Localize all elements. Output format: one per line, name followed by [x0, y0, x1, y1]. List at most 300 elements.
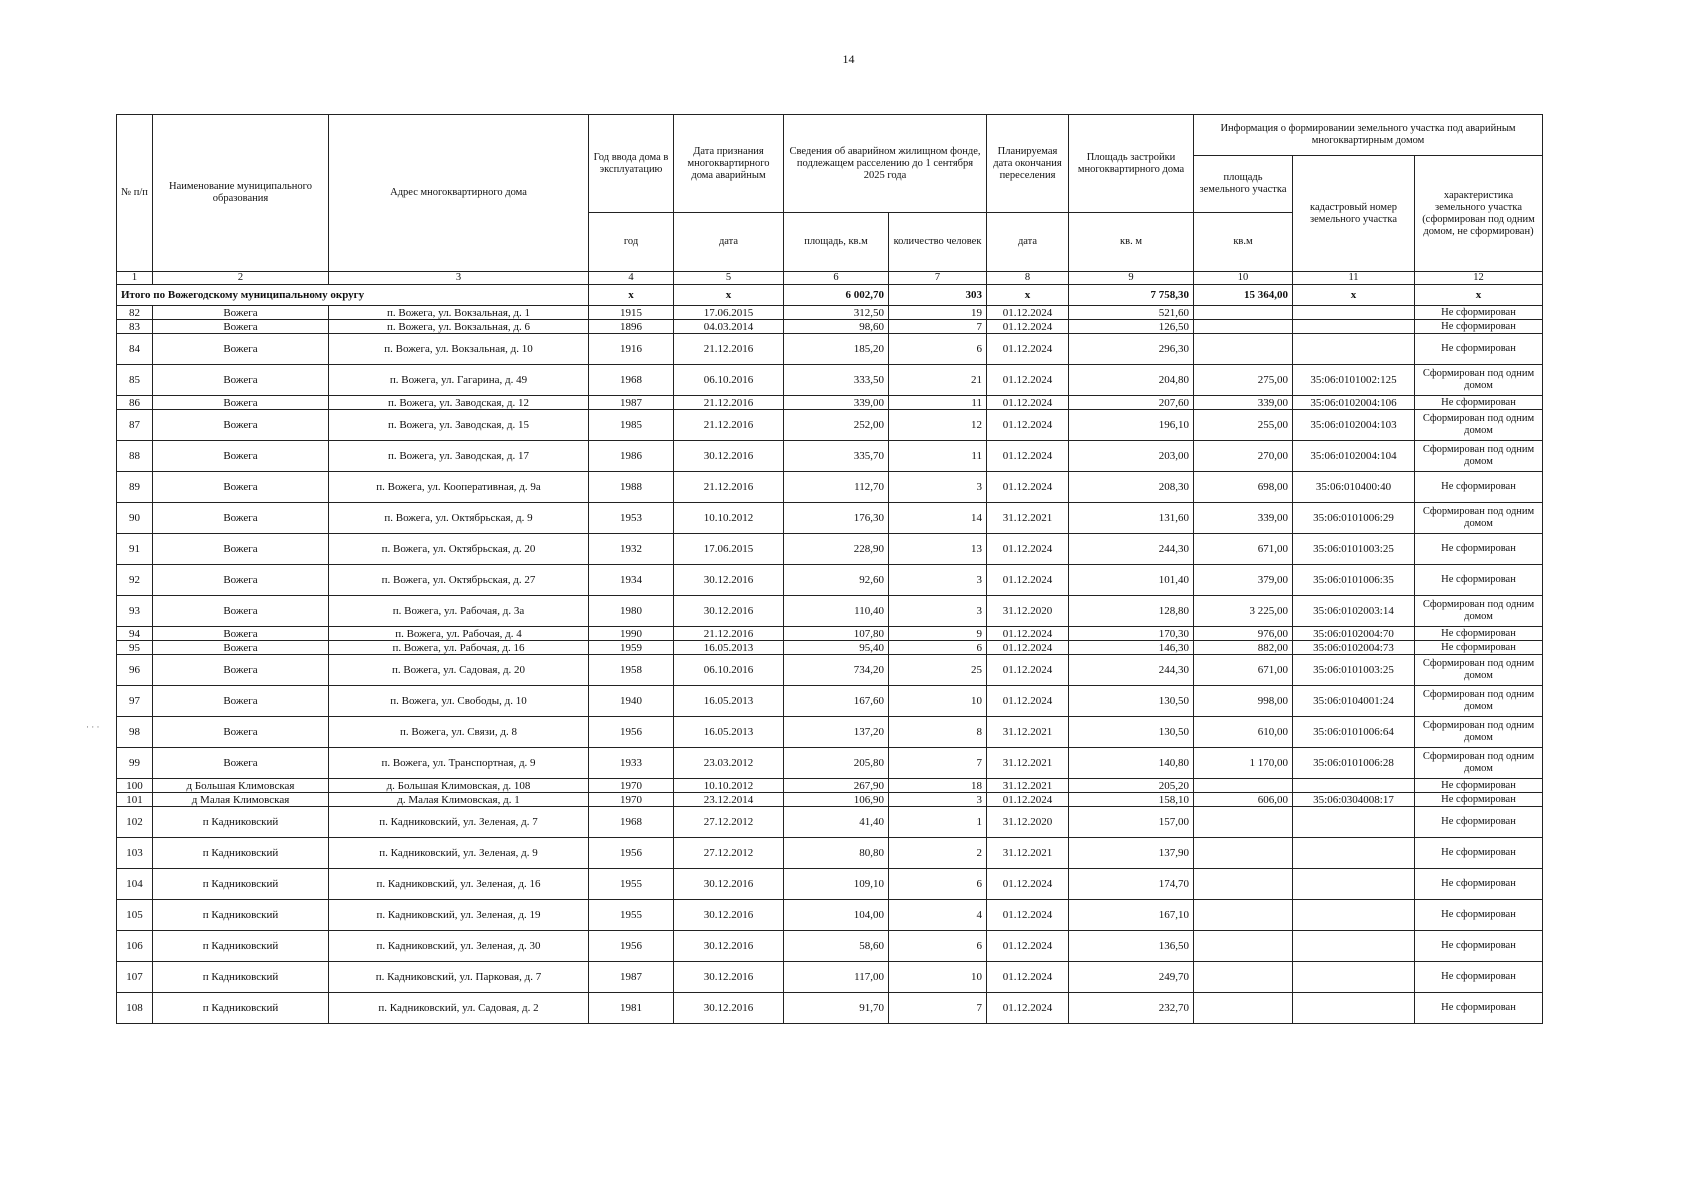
address: п. Вожега, ул. Транспортная, д. 9: [329, 748, 589, 779]
year-built: 1933: [589, 748, 674, 779]
municipality: Вожега: [153, 534, 329, 565]
total-people: 303: [889, 285, 987, 306]
year-built: 1987: [589, 396, 674, 410]
emergency-date: 21.12.2016: [674, 334, 784, 365]
row-number: 83: [117, 320, 153, 334]
emergency-date: 10.10.2012: [674, 779, 784, 793]
year-built: 1987: [589, 962, 674, 993]
resettle-people: 18: [889, 779, 987, 793]
building-area: 170,30: [1069, 627, 1194, 641]
year-built: 1988: [589, 472, 674, 503]
row-number: 106: [117, 931, 153, 962]
cadastral-number: [1293, 962, 1415, 993]
row-number: 102: [117, 807, 153, 838]
emergency-date: 23.12.2014: [674, 793, 784, 807]
municipality: Вожега: [153, 565, 329, 596]
address: п. Вожега, ул. Заводская, д. 15: [329, 410, 589, 441]
header-col-8: Планируемая дата окончания переселения: [987, 115, 1069, 213]
municipality: Вожега: [153, 686, 329, 717]
total-area: 6 002,70: [784, 285, 889, 306]
year-built: 1915: [589, 306, 674, 320]
land-area: 270,00: [1194, 441, 1293, 472]
municipality: Вожега: [153, 717, 329, 748]
land-area: 379,00: [1194, 565, 1293, 596]
building-area: 208,30: [1069, 472, 1194, 503]
address: п. Вожега, ул. Рабочая, д. 4: [329, 627, 589, 641]
table-row: [117, 306, 1543, 320]
address: п. Кадниковский, ул. Зеленая, д. 9: [329, 838, 589, 869]
planned-end-date: 01.12.2024: [987, 472, 1069, 503]
emergency-date: 21.12.2016: [674, 396, 784, 410]
emergency-date: 30.12.2016: [674, 931, 784, 962]
cadastral-number: 35:06:0101006:29: [1293, 503, 1415, 534]
land-status: Сформирован под одним домом: [1415, 410, 1543, 441]
header-col-9: Площадь застройки многоквартирного дома: [1069, 115, 1194, 213]
table-row: [117, 748, 1543, 779]
resettle-people: 6: [889, 869, 987, 900]
cadastral-number: 35:06:010400:40: [1293, 472, 1415, 503]
emergency-date: 21.12.2016: [674, 472, 784, 503]
cadastral-number: 35:06:0102004:103: [1293, 410, 1415, 441]
header-col-4-unit: год: [589, 213, 674, 272]
land-area: 671,00: [1194, 534, 1293, 565]
resettle-people: 1: [889, 807, 987, 838]
resettle-area: 252,00: [784, 410, 889, 441]
municipality: п Кадниковский: [153, 838, 329, 869]
row-number: 108: [117, 993, 153, 1024]
header-col-10: площадь земельного участка: [1194, 156, 1293, 213]
municipality: п Кадниковский: [153, 962, 329, 993]
total-label: Итого по Вожегодскому муниципальному округу: [117, 285, 589, 306]
resettle-area: 167,60: [784, 686, 889, 717]
table-row: [117, 807, 1543, 838]
emergency-date: 16.05.2013: [674, 717, 784, 748]
address: п. Кадниковский, ул. Зеленая, д. 7: [329, 807, 589, 838]
building-area: 157,00: [1069, 807, 1194, 838]
cadastral-number: [1293, 779, 1415, 793]
year-built: 1959: [589, 641, 674, 655]
land-area: 610,00: [1194, 717, 1293, 748]
address: п. Вожега, ул. Октябрьская, д. 9: [329, 503, 589, 534]
cadastral-number: 35:06:0104001:24: [1293, 686, 1415, 717]
year-built: 1958: [589, 655, 674, 686]
header-col-5: Дата признания многоквартирного дома аварийным: [674, 115, 784, 213]
address: п. Вожега, ул. Октябрьская, д. 20: [329, 534, 589, 565]
resettle-people: 7: [889, 748, 987, 779]
resettle-area: 339,00: [784, 396, 889, 410]
address: д. Малая Климовская, д. 1: [329, 793, 589, 807]
emergency-date: 06.10.2016: [674, 365, 784, 396]
year-built: 1955: [589, 900, 674, 931]
emergency-date: 30.12.2016: [674, 900, 784, 931]
planned-end-date: 31.12.2021: [987, 717, 1069, 748]
table-row: [117, 869, 1543, 900]
resettle-area: 92,60: [784, 565, 889, 596]
land-area: [1194, 306, 1293, 320]
planned-end-date: 31.12.2021: [987, 503, 1069, 534]
land-status: Не сформирован: [1415, 869, 1543, 900]
building-area: 249,70: [1069, 962, 1194, 993]
total-date: x: [674, 285, 784, 306]
address: п. Вожега, ул. Гагарина, д. 49: [329, 365, 589, 396]
header-group-6-7: Сведения об аварийном жилищном фонде, подлежащем расселению до 1 сентября 2025 года: [784, 115, 987, 213]
municipality: Вожега: [153, 627, 329, 641]
table-row: [117, 993, 1543, 1024]
header-col-9-unit: кв. м: [1069, 213, 1194, 272]
address: п. Вожега, ул. Кооперативная, д. 9а: [329, 472, 589, 503]
land-status: Сформирован под одним домом: [1415, 748, 1543, 779]
land-area: 3 225,00: [1194, 596, 1293, 627]
building-area: 167,10: [1069, 900, 1194, 931]
planned-end-date: 01.12.2024: [987, 962, 1069, 993]
column-number: 9: [1069, 272, 1194, 285]
cadastral-number: [1293, 334, 1415, 365]
header-col-11: кадастровый номер земельного участка: [1293, 156, 1415, 272]
column-number-row: [117, 272, 1543, 285]
municipality: п Кадниковский: [153, 900, 329, 931]
cadastral-number: [1293, 807, 1415, 838]
resettle-people: 3: [889, 793, 987, 807]
header-col-5-unit: дата: [674, 213, 784, 272]
resettle-area: 106,90: [784, 793, 889, 807]
land-area: 255,00: [1194, 410, 1293, 441]
resettle-area: 205,80: [784, 748, 889, 779]
resettle-people: 2: [889, 838, 987, 869]
municipality: Вожега: [153, 596, 329, 627]
planned-end-date: 01.12.2024: [987, 441, 1069, 472]
table-row: [117, 627, 1543, 641]
year-built: 1970: [589, 793, 674, 807]
address: п. Кадниковский, ул. Садовая, д. 2: [329, 993, 589, 1024]
land-status: Сформирован под одним домом: [1415, 655, 1543, 686]
resettle-people: 13: [889, 534, 987, 565]
column-number: 8: [987, 272, 1069, 285]
land-area: [1194, 962, 1293, 993]
resettle-people: 14: [889, 503, 987, 534]
land-area: 698,00: [1194, 472, 1293, 503]
land-status: Не сформирован: [1415, 993, 1543, 1024]
planned-end-date: 01.12.2024: [987, 410, 1069, 441]
year-built: 1955: [589, 869, 674, 900]
year-built: 1981: [589, 993, 674, 1024]
table-row: [117, 900, 1543, 931]
cadastral-number: 35:06:0102004:70: [1293, 627, 1415, 641]
municipality: п Кадниковский: [153, 993, 329, 1024]
resettle-people: 25: [889, 655, 987, 686]
planned-end-date: 31.12.2021: [987, 838, 1069, 869]
building-area: 131,60: [1069, 503, 1194, 534]
table-row: [117, 565, 1543, 596]
resettle-people: 3: [889, 565, 987, 596]
emergency-date: 16.05.2013: [674, 641, 784, 655]
column-number: 1: [117, 272, 153, 285]
total-status: x: [1415, 285, 1543, 306]
land-status: Сформирован под одним домом: [1415, 596, 1543, 627]
row-number: 105: [117, 900, 153, 931]
cadastral-number: [1293, 838, 1415, 869]
year-built: 1940: [589, 686, 674, 717]
land-area: [1194, 779, 1293, 793]
land-status: Не сформирован: [1415, 334, 1543, 365]
planned-end-date: 01.12.2024: [987, 396, 1069, 410]
resettle-area: 98,60: [784, 320, 889, 334]
table-row: [117, 793, 1543, 807]
resettle-area: 41,40: [784, 807, 889, 838]
building-area: 232,70: [1069, 993, 1194, 1024]
header-col-4: Год ввода дома в эксплуатацию: [589, 115, 674, 213]
emergency-date: 27.12.2012: [674, 807, 784, 838]
row-number: 91: [117, 534, 153, 565]
resettle-people: 9: [889, 627, 987, 641]
cadastral-number: 35:06:0304008:17: [1293, 793, 1415, 807]
land-status: Не сформирован: [1415, 779, 1543, 793]
row-number: 87: [117, 410, 153, 441]
municipality: п Кадниковский: [153, 807, 329, 838]
land-status: Сформирован под одним домом: [1415, 441, 1543, 472]
land-area: 882,00: [1194, 641, 1293, 655]
resettle-area: 112,70: [784, 472, 889, 503]
land-status: Не сформирован: [1415, 306, 1543, 320]
emergency-housing-table: [116, 114, 1543, 1024]
address: п. Вожега, ул. Связи, д. 8: [329, 717, 589, 748]
cadastral-number: 35:06:0101006:64: [1293, 717, 1415, 748]
resettle-area: 107,80: [784, 627, 889, 641]
cadastral-number: 35:06:0101006:28: [1293, 748, 1415, 779]
building-area: 128,80: [1069, 596, 1194, 627]
table-row: [117, 596, 1543, 627]
column-number: 11: [1293, 272, 1415, 285]
resettle-area: 228,90: [784, 534, 889, 565]
address: п. Вожега, ул. Заводская, д. 17: [329, 441, 589, 472]
land-area: 976,00: [1194, 627, 1293, 641]
resettle-area: 137,20: [784, 717, 889, 748]
planned-end-date: 01.12.2024: [987, 793, 1069, 807]
land-area: [1194, 320, 1293, 334]
column-number: 7: [889, 272, 987, 285]
planned-end-date: 01.12.2024: [987, 900, 1069, 931]
municipality: Вожега: [153, 365, 329, 396]
municipality: Вожега: [153, 396, 329, 410]
land-area: [1194, 807, 1293, 838]
header-row-1: [117, 115, 1543, 156]
header-col-2: Наименование муниципального образования: [153, 115, 329, 272]
table-row: [117, 534, 1543, 565]
planned-end-date: 01.12.2024: [987, 365, 1069, 396]
row-number: 86: [117, 396, 153, 410]
address: д. Большая Климовская, д. 108: [329, 779, 589, 793]
resettle-people: 19: [889, 306, 987, 320]
land-status: Не сформирован: [1415, 534, 1543, 565]
table-row: [117, 396, 1543, 410]
resettle-people: 10: [889, 962, 987, 993]
row-number: 101: [117, 793, 153, 807]
row-number: 93: [117, 596, 153, 627]
resettle-people: 12: [889, 410, 987, 441]
total-cadastral: x: [1293, 285, 1415, 306]
address: п. Вожега, ул. Заводская, д. 12: [329, 396, 589, 410]
header-col-12: характеристика земельного участка (сформирован под одним домом, не сформирован): [1415, 156, 1543, 272]
total-end-date: x: [987, 285, 1069, 306]
emergency-date: 17.06.2015: [674, 306, 784, 320]
municipality: п Кадниковский: [153, 869, 329, 900]
emergency-date: 27.12.2012: [674, 838, 784, 869]
planned-end-date: 31.12.2021: [987, 779, 1069, 793]
address: п. Вожега, ул. Рабочая, д. 16: [329, 641, 589, 655]
cadastral-number: [1293, 320, 1415, 334]
resettle-area: 335,70: [784, 441, 889, 472]
address: п. Вожега, ул. Октябрьская, д. 27: [329, 565, 589, 596]
year-built: 1956: [589, 931, 674, 962]
resettle-people: 7: [889, 320, 987, 334]
municipality: д Малая Климовская: [153, 793, 329, 807]
row-number: 95: [117, 641, 153, 655]
resettle-area: 117,00: [784, 962, 889, 993]
table-row: [117, 779, 1543, 793]
resettle-people: 10: [889, 686, 987, 717]
column-number: 12: [1415, 272, 1543, 285]
resettle-area: 312,50: [784, 306, 889, 320]
row-number: 100: [117, 779, 153, 793]
building-area: 140,80: [1069, 748, 1194, 779]
header-col-1: № п/п: [117, 115, 153, 272]
total-year: x: [589, 285, 674, 306]
resettle-people: 21: [889, 365, 987, 396]
address: п. Вожега, ул. Свободы, д. 10: [329, 686, 589, 717]
land-status: Не сформирован: [1415, 396, 1543, 410]
building-area: 158,10: [1069, 793, 1194, 807]
resettle-people: 11: [889, 396, 987, 410]
planned-end-date: 01.12.2024: [987, 565, 1069, 596]
building-area: 136,50: [1069, 931, 1194, 962]
land-status: Не сформирован: [1415, 627, 1543, 641]
planned-end-date: 01.12.2024: [987, 627, 1069, 641]
land-status: Не сформирован: [1415, 641, 1543, 655]
emergency-date: 17.06.2015: [674, 534, 784, 565]
table-row: [117, 931, 1543, 962]
cadastral-number: 35:06:0101003:25: [1293, 534, 1415, 565]
year-built: 1932: [589, 534, 674, 565]
table-row: [117, 320, 1543, 334]
building-area: 203,00: [1069, 441, 1194, 472]
municipality: Вожега: [153, 641, 329, 655]
emergency-date: 30.12.2016: [674, 441, 784, 472]
emergency-date: 21.12.2016: [674, 627, 784, 641]
table-row: [117, 717, 1543, 748]
building-area: 521,60: [1069, 306, 1194, 320]
resettle-people: 3: [889, 596, 987, 627]
header-col-3: Адрес многоквартирного дома: [329, 115, 589, 272]
resettle-area: 91,70: [784, 993, 889, 1024]
municipality: д Большая Климовская: [153, 779, 329, 793]
land-status: Не сформирован: [1415, 807, 1543, 838]
header-col-8-unit: дата: [987, 213, 1069, 272]
land-status: Не сформирован: [1415, 793, 1543, 807]
emergency-date: 30.12.2016: [674, 993, 784, 1024]
cadastral-number: 35:06:0102004:106: [1293, 396, 1415, 410]
municipality: Вожега: [153, 334, 329, 365]
year-built: 1985: [589, 410, 674, 441]
land-area: 998,00: [1194, 686, 1293, 717]
municipality: Вожега: [153, 441, 329, 472]
table-row: [117, 334, 1543, 365]
land-status: Не сформирован: [1415, 900, 1543, 931]
land-area: 275,00: [1194, 365, 1293, 396]
planned-end-date: 01.12.2024: [987, 641, 1069, 655]
resettle-people: 6: [889, 334, 987, 365]
address: п. Кадниковский, ул. Зеленая, д. 16: [329, 869, 589, 900]
resettle-area: 333,50: [784, 365, 889, 396]
resettle-people: 8: [889, 717, 987, 748]
cadastral-number: [1293, 869, 1415, 900]
row-number: 85: [117, 365, 153, 396]
municipality: Вожега: [153, 320, 329, 334]
building-area: 137,90: [1069, 838, 1194, 869]
land-area: 606,00: [1194, 793, 1293, 807]
table-row: [117, 838, 1543, 869]
land-status: Не сформирован: [1415, 838, 1543, 869]
cadastral-number: 35:06:0102003:14: [1293, 596, 1415, 627]
land-area: 339,00: [1194, 503, 1293, 534]
planned-end-date: 31.12.2020: [987, 807, 1069, 838]
year-built: 1896: [589, 320, 674, 334]
table-row: [117, 365, 1543, 396]
total-land-area: 15 364,00: [1194, 285, 1293, 306]
planned-end-date: 01.12.2024: [987, 534, 1069, 565]
year-built: 1970: [589, 779, 674, 793]
emergency-date: 04.03.2014: [674, 320, 784, 334]
emergency-date: 10.10.2012: [674, 503, 784, 534]
emergency-date: 30.12.2016: [674, 596, 784, 627]
row-number: 107: [117, 962, 153, 993]
resettle-area: 185,20: [784, 334, 889, 365]
municipality: Вожега: [153, 472, 329, 503]
planned-end-date: 01.12.2024: [987, 869, 1069, 900]
year-built: 1990: [589, 627, 674, 641]
land-area: [1194, 838, 1293, 869]
year-built: 1956: [589, 838, 674, 869]
cadastral-number: [1293, 931, 1415, 962]
municipality: Вожега: [153, 410, 329, 441]
resettle-area: 95,40: [784, 641, 889, 655]
row-number: 97: [117, 686, 153, 717]
land-area: 671,00: [1194, 655, 1293, 686]
page-number: 14: [842, 52, 855, 66]
scan-artifact: · · ·: [86, 722, 100, 732]
planned-end-date: 01.12.2024: [987, 686, 1069, 717]
header-col-7: количество человек: [889, 213, 987, 272]
cadastral-number: 35:06:0102004:73: [1293, 641, 1415, 655]
cadastral-number: 35:06:0101002:125: [1293, 365, 1415, 396]
address: п. Вожега, ул. Рабочая, д. 3а: [329, 596, 589, 627]
planned-end-date: 01.12.2024: [987, 931, 1069, 962]
row-number: 104: [117, 869, 153, 900]
resettle-people: 6: [889, 931, 987, 962]
building-area: 205,20: [1069, 779, 1194, 793]
planned-end-date: 31.12.2021: [987, 748, 1069, 779]
land-area: [1194, 931, 1293, 962]
address: п. Вожега, ул. Вокзальная, д. 6: [329, 320, 589, 334]
building-area: 146,30: [1069, 641, 1194, 655]
table-row: [117, 655, 1543, 686]
total-row: [117, 285, 1543, 306]
planned-end-date: 01.12.2024: [987, 655, 1069, 686]
table-row: [117, 472, 1543, 503]
resettle-area: 80,80: [784, 838, 889, 869]
table-row: [117, 410, 1543, 441]
column-number: 5: [674, 272, 784, 285]
municipality: п Кадниковский: [153, 931, 329, 962]
building-area: 204,80: [1069, 365, 1194, 396]
